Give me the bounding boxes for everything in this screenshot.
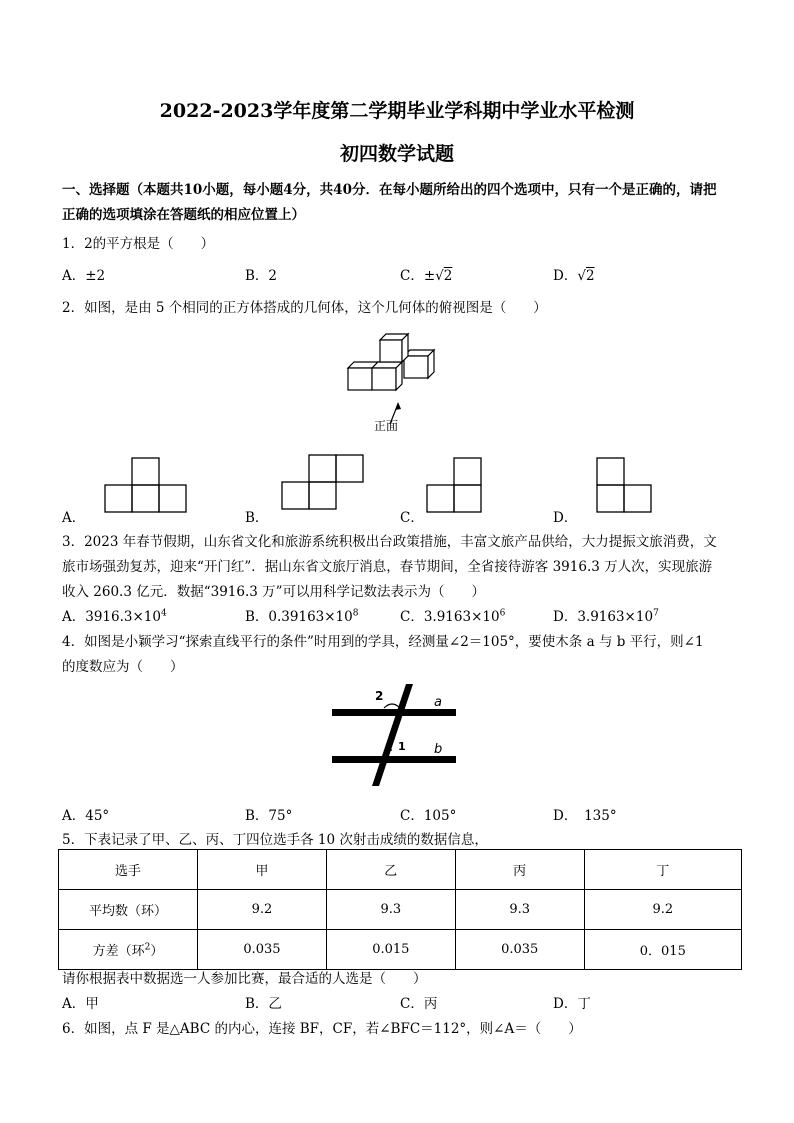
q3-option-c-exp: 6 bbox=[499, 608, 506, 619]
sqrt-icon: √ bbox=[435, 268, 444, 284]
q3-option-d-label: D．3.9163×10 bbox=[553, 609, 654, 625]
q4-option-b: B．75° bbox=[245, 808, 293, 824]
q5-question: 请你根据表中数据选一人参加比赛，最合适的人选是（ ） bbox=[62, 971, 427, 987]
q1-option-a: A．±2 bbox=[62, 268, 106, 284]
q4-option-c: C．105° bbox=[400, 808, 457, 824]
q3-line3: 收入 260.3 亿元．数据“3916.3 万”可以用科学记数法表示为（ ） bbox=[62, 584, 486, 600]
q3-option-d bbox=[553, 605, 659, 625]
angle-2-label: 2 bbox=[375, 689, 384, 703]
page-title: 2022-2023学年度第二学期毕业学科期中学业水平检测 bbox=[159, 100, 635, 122]
table-header-cell: 选手 bbox=[59, 850, 198, 890]
q3-option-a-exp: 4 bbox=[160, 608, 167, 619]
table-cell: 0．015 bbox=[584, 930, 741, 970]
q5-option-d: D．丁 bbox=[553, 996, 591, 1012]
variance-label-end: ） bbox=[150, 944, 164, 959]
q3-option-d-exp: 7 bbox=[653, 608, 659, 619]
q1-option-b: B．2 bbox=[245, 268, 278, 284]
table-header-cell: 甲 bbox=[198, 850, 327, 890]
table-cell: 9.3 bbox=[455, 890, 584, 930]
q4-line1: 4．如图是小颖学习“探索直线平行的条件”时用到的学具，经测量∠2＝105°，要使木条 a 与 b 平行，则∠1 bbox=[62, 634, 704, 650]
q5-option-c: C．丙 bbox=[400, 996, 438, 1012]
q2-option-b-figure bbox=[280, 453, 368, 511]
q1-option-c-radicand: 2 bbox=[443, 268, 453, 284]
q3-option-b-label: B．0.39163×10 bbox=[245, 609, 353, 625]
q2-option-d: D． bbox=[553, 510, 578, 526]
q2-solid-figure bbox=[340, 326, 450, 436]
q3-option-c bbox=[400, 605, 505, 625]
q2-option-c-figure bbox=[425, 456, 485, 514]
line-a-label: a bbox=[434, 695, 442, 710]
table-header-cell: 乙 bbox=[326, 850, 455, 890]
q5-stem: 5．下表记录了甲、乙、丙、丁四位选手各 10 次射击成绩的数据信息， bbox=[62, 832, 488, 848]
q1-option-d bbox=[553, 264, 595, 284]
table-cell: 0.035 bbox=[198, 930, 327, 970]
table-header-row bbox=[59, 850, 742, 890]
q5-option-b: B．乙 bbox=[245, 996, 282, 1012]
q2-stem: 2．如图，是由 5 个相同的正方体搭成的几何体，这个几何体的俯视图是（ ） bbox=[62, 300, 547, 316]
q3-line1: 3．2023 年春节假期，山东省文化和旅游系统积极出台政策措施，丰富文旅产品供给，大力提振文旅消费，文 bbox=[62, 534, 717, 550]
table-cell: 平均数（环） bbox=[59, 890, 198, 930]
q1-stem: 1．2的平方根是（ ） bbox=[62, 236, 215, 252]
q6-stem: 6．如图，点 F 是△ABC 的内心，连接 BF，CF，若∠BFC＝112°，则∠A＝（ ） bbox=[62, 1021, 582, 1037]
front-label: 正面 bbox=[374, 419, 399, 433]
section-instructions-line2: 正确的选项填涂在答题纸的相应位置上） bbox=[62, 207, 305, 223]
arrow-head-icon bbox=[395, 402, 401, 410]
q1-option-d-radicand: 2 bbox=[585, 268, 595, 284]
table-cell: 9.3 bbox=[326, 890, 455, 930]
table-cell: 0.015 bbox=[326, 930, 455, 970]
q3-option-a bbox=[62, 605, 167, 625]
q2-option-a-figure bbox=[102, 456, 190, 514]
angle-1-label: 1 bbox=[398, 740, 406, 753]
q3-option-a-label: A．3916.3×10 bbox=[62, 609, 161, 625]
q3-line2: 旅市场强劲复苏，迎来“开门红”．据山东省文旅厅消息，春节期间，全省接待游客 3916.3 万人次，实现旅游 bbox=[62, 559, 713, 575]
table-cell: 0.035 bbox=[455, 930, 584, 970]
q2-option-a: A． bbox=[62, 510, 86, 526]
table-row bbox=[59, 930, 742, 970]
table-header-cell: 丁 bbox=[584, 850, 741, 890]
q4-line2: 的度数应为（ ） bbox=[62, 659, 184, 675]
q1-option-c-label: C．± bbox=[400, 268, 436, 284]
q3-option-c-label: C．3.9163×10 bbox=[400, 609, 500, 625]
q1-option-c bbox=[400, 264, 452, 284]
table-cell bbox=[59, 930, 198, 970]
q5-data-table bbox=[58, 849, 742, 970]
q4-option-a: A．45° bbox=[62, 808, 110, 824]
q2-option-c: C． bbox=[400, 510, 424, 526]
table-cell: 9.2 bbox=[198, 890, 327, 930]
page-subtitle: 初四数学试题 bbox=[339, 143, 454, 165]
line-b-label: b bbox=[434, 742, 443, 757]
q3-option-b-exp: 8 bbox=[352, 608, 359, 619]
q2-option-b: B． bbox=[245, 510, 269, 526]
table-row bbox=[59, 890, 742, 930]
variance-label-sup: 2 bbox=[144, 942, 151, 953]
q1-option-d-label: D． bbox=[553, 268, 578, 284]
table-header-cell: 丙 bbox=[455, 850, 584, 890]
q5-option-a: A．甲 bbox=[62, 996, 99, 1012]
variance-label: 方差（环 bbox=[92, 944, 145, 959]
section-instructions-line1: 一、选择题（本题共10小题，每小题4分，共40分．在每小题所给出的四个选项中，只有一个是正确的，请把 bbox=[62, 182, 717, 198]
q4-option-d: D． 135° bbox=[553, 808, 617, 824]
q4-parallel-figure bbox=[326, 678, 466, 790]
sqrt-icon: √ bbox=[577, 268, 586, 284]
q2-option-d-figure bbox=[595, 456, 655, 514]
q3-option-b bbox=[245, 605, 358, 625]
table-cell: 9.2 bbox=[584, 890, 741, 930]
